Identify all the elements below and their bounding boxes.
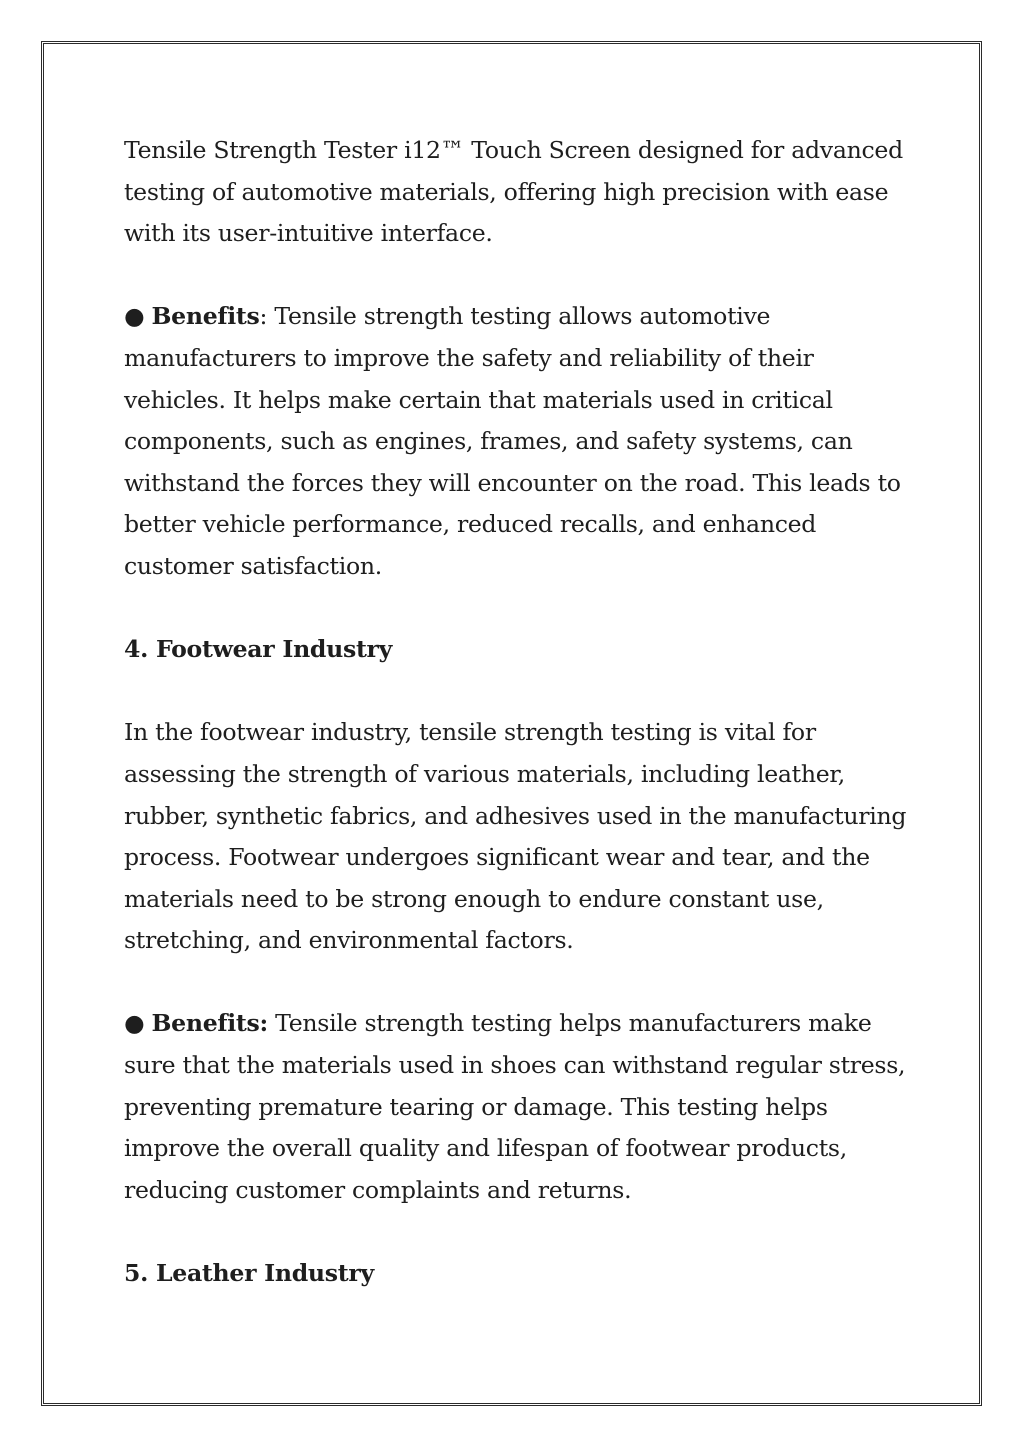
benefits-text: Tensile strength testing allows automotive manufacturers to improve the safety and reliability of their vehicles. It helps make certain that materials used in critical components, such as engines, frames, and safety systems, can withstand the forces they will encounter on the road. This leads to better vehicle performance, reduced recalls, and enhanced customer satisfaction.	[124, 302, 901, 580]
footwear-heading: 4. Footwear Industry	[124, 635, 393, 664]
benefits-text: Tensile strength testing helps manufacturers make sure that the materials used in shoes can withstand regular stress, preventing premature tearing or damage. This testing helps improve the overall quality and lifespan of footwear products, reducing customer complaints and returns.	[124, 1009, 906, 1204]
footwear-paragraph	[124, 712, 914, 962]
bullet: ●	[124, 302, 145, 331]
intro-paragraph	[124, 130, 914, 255]
benefits-label: Benefits:	[151, 1009, 268, 1038]
intro-text: Tensile Strength Tester i12™ Touch Screen designed for advanced testing of automotive materials, offering high precision with ease with its user-intuitive interface.	[124, 136, 903, 248]
footwear-benefits-paragraph	[124, 1003, 914, 1211]
leather-heading: 5. Leather Industry	[124, 1259, 374, 1288]
bullet: ●	[124, 1009, 145, 1038]
label-separator: :	[259, 302, 268, 331]
footwear-text: In the footwear industry, tensile strength testing is vital for assessing the strength of various materials, including leather, rubber, synthetic fabrics, and adhesives used in the manufacturing process. Footwear undergoes significant wear and tear, and the materials need to be strong enough to endure constant use, stretching, and environmental factors.	[124, 718, 907, 955]
document-body	[124, 130, 914, 1336]
automotive-benefits-paragraph	[124, 296, 914, 587]
benefits-label: Benefits	[151, 302, 260, 331]
